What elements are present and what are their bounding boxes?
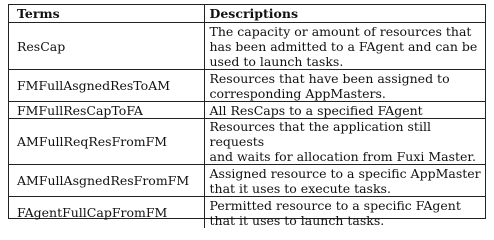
description-cell (204, 197, 485, 229)
description-line: that it uses to execute tasks. (209, 180, 391, 196)
description-cell (204, 70, 485, 102)
header-row (9, 5, 485, 23)
description-line: All ResCaps to a specified FAgent (209, 102, 423, 118)
term-cell: AMFullAsgnedResFromFM (9, 165, 204, 197)
term-cell: FMFullResCapToFA (9, 102, 204, 119)
table-row (9, 102, 485, 119)
table-row (9, 70, 485, 102)
description-line: corresponding AppMasters. (209, 85, 386, 101)
table-row (9, 165, 485, 197)
description-line: Resources that have been assigned to (209, 70, 450, 86)
description-cell (204, 165, 485, 197)
description-line: The capacity or amount of resources that (209, 23, 472, 39)
term-cell: FAgentFullCapFromFM (9, 197, 204, 229)
terms-table-container (8, 4, 486, 228)
description-line: Permitted resource to a specific FAgent (209, 197, 461, 213)
description-cell (204, 23, 485, 70)
description-line: has been admitted to a FAgent and can be (209, 38, 478, 54)
description-cell (204, 102, 485, 119)
table-row (9, 197, 485, 229)
description-line: Resources that the application still requests (209, 119, 431, 149)
description-line: and waits for allocation from Fuxi Master. (209, 149, 476, 164)
terms-table (9, 5, 485, 228)
description-line: that it uses to launch tasks. (209, 212, 385, 228)
description-cell (204, 119, 485, 165)
header-descriptions: Descriptions (204, 5, 485, 23)
term-cell: ResCap (17, 38, 66, 54)
table-row (9, 23, 485, 70)
header-terms: Terms (9, 5, 204, 23)
table-row (9, 119, 485, 165)
description-line: used to launch tasks. (209, 53, 344, 69)
term-cell: AMFullReqResFromFM (9, 119, 204, 165)
term-cell: FMFullAsgnedResToAM (9, 70, 204, 102)
description-line: Assigned resource to a specific AppMaster (209, 165, 481, 181)
